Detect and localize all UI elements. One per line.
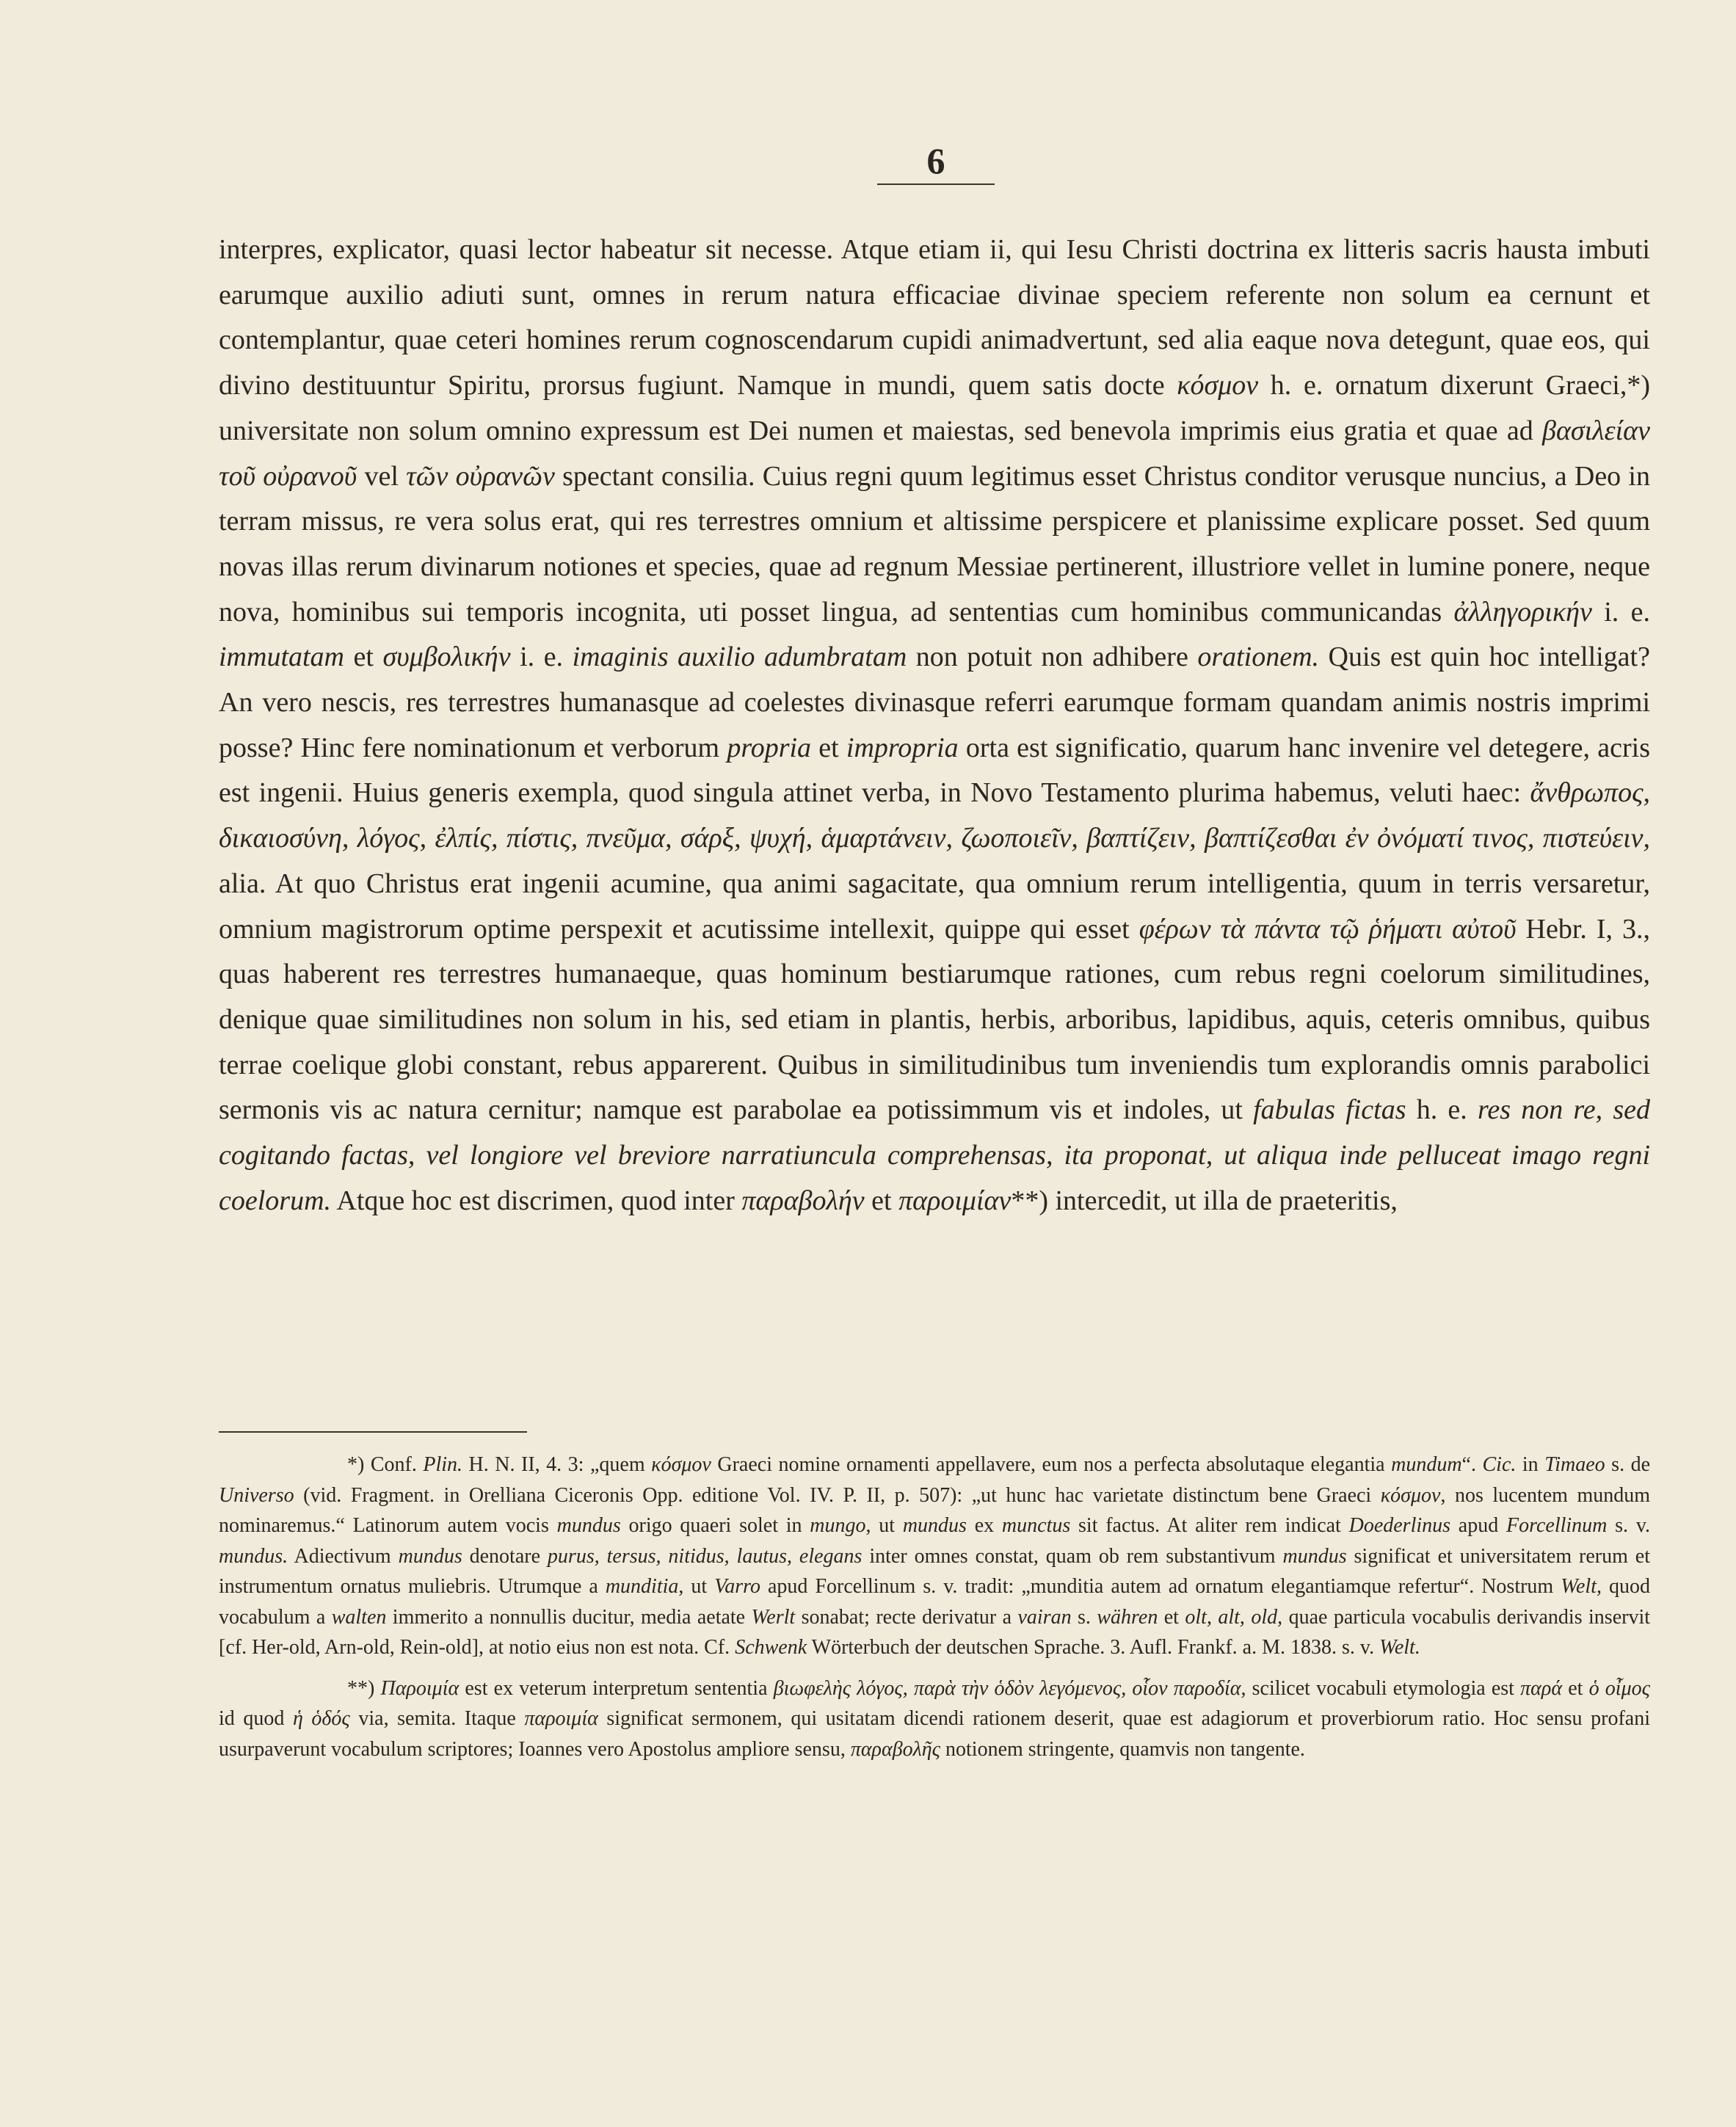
- text-run: alia. At quo Christus erat ingenii acumine, qua animi sagacitate, qua omnium rerum intelligentia, quum in terris versaretur, omnium magistrorum optime perspexit et acutissime intellexit, quippe qui esset: [219, 868, 1650, 945]
- greek-text: Παροιμία: [380, 1676, 460, 1700]
- greek-text: παρά: [1520, 1676, 1563, 1700]
- text-run: interpres, explicator, quasi lector habeatur sit necesse. Atque etiam ii, qui Iesu Christi doctrina ex litteris sacris hausta imbuti earumque auxilio adiuti sunt, omnes in rerum natura efficaciae divinae speciem referente non solum ea cernunt et contemplantur, quae ceteri homines rerum cognoscendarum cupidi animadvertunt, sed alia eaque nova detegunt, quae eos, qui divino destituuntur Spiritu, prorsus fugiunt. Namque in mundi, quem satis docte: [219, 234, 1650, 401]
- italic-text: purus, tersus, nitidus, lautus, elegans: [547, 1544, 862, 1568]
- italic-text: Cic.: [1482, 1453, 1517, 1476]
- italic-text: propria: [727, 732, 812, 763]
- text-run: i. e.: [1591, 596, 1650, 628]
- greek-text: βασιλείαν τοῦ οὐρανοῦ: [219, 415, 1650, 492]
- text-run: s. v.: [1607, 1514, 1650, 1537]
- greek-text: κόσμον: [1380, 1483, 1441, 1507]
- italic-text: Forcellinum: [1506, 1514, 1608, 1537]
- greek-text: τῶν οὐρανῶν: [406, 460, 555, 492]
- text-run: scilicet vocabuli etymologia est: [1246, 1676, 1521, 1700]
- italic-text: Werlt: [751, 1605, 796, 1629]
- text-run: Hebr. I, 3., quas haberent res terrestres humanaeque, quas hominum bestiarumque rationes, cum rebus regni coelorum similitudines, denique quae similitudines non solum in his, sed etiam in plantis, herbis, arboribus, lapidibus, aquis, ceteris omnibus, quibus terrae coelique globi constant, rebus apparerent. Quibus in similitudinibus tum inveniendis tum explorandis omnis parabolici sermonis vis ac natura cernitur; namque est parabolae ea potissimmum vis et indoles, ut: [219, 913, 1650, 1126]
- text-run: notionem stringente, quamvis non tangente.: [940, 1737, 1305, 1761]
- text-run: h. e.: [1406, 1094, 1478, 1126]
- text-run: quod vocabulum a: [219, 1575, 1651, 1629]
- italic-text: mundus: [556, 1514, 621, 1537]
- main-paragraph: [219, 228, 1650, 1224]
- text-run: sit factus. At aliter rem indicat: [1070, 1514, 1349, 1537]
- text-run: *) Conf.: [347, 1453, 424, 1476]
- greek-text: ἡ ὁδός: [292, 1707, 350, 1730]
- italic-text: res non re, sed cogitando factas, vel longiore vel breviore narratiuncula comprehensas, ita proponat, ut aliqua inde pelluceat imago regni coelorum.: [219, 1094, 1650, 1216]
- greek-text: κόσμον: [651, 1453, 711, 1476]
- text-run: (vid. Fragment. in Orelliana Ciceronis Opp. editione Vol. IV. P. II, p. 507): „ut hunc hac varietate distinctum bene Graeci: [294, 1483, 1381, 1507]
- italic-text: Doederlinus: [1348, 1514, 1451, 1537]
- text-run: Atque hoc est discrimen, quod inter: [331, 1185, 742, 1216]
- text-run: Wörterbuch der deutschen Sprache. 3. Aufl. Frankf. a. M. 1838. s. v.: [807, 1636, 1380, 1659]
- greek-text: κόσμον: [1177, 370, 1259, 401]
- text-run: et: [344, 641, 383, 673]
- text-run: est ex veterum interpretum sententia: [459, 1676, 774, 1700]
- text-run: quae particula vocabulis derivandis inservit [cf. Her-old, Arn-old, Rein-old], at notio eius non est nota. Cf.: [219, 1605, 1650, 1659]
- footnote-1: [219, 1450, 1650, 1663]
- main-text: [219, 228, 1650, 1224]
- italic-text: Schwenk: [735, 1636, 807, 1659]
- italic-text: mundum: [1391, 1453, 1462, 1476]
- italic-text: munctus: [1001, 1514, 1071, 1537]
- text-run: , ut: [865, 1514, 903, 1537]
- text-run: Graeci nomine ornamenti appellavere, eum nos a perfecta absolutaque elegantia: [711, 1453, 1392, 1476]
- text-run: immerito a nonnullis ducitur, media aetate: [386, 1605, 752, 1629]
- text-run: et: [1158, 1605, 1185, 1629]
- greek-text: παραβολῆς: [850, 1737, 941, 1761]
- page-number: 6: [926, 140, 945, 181]
- text-run: id quod: [219, 1707, 293, 1730]
- text-run: vel: [357, 460, 407, 492]
- text-run: , nos lucentem mundum nominaremus.“ Latinorum autem vocis: [219, 1483, 1651, 1537]
- italic-text: Welt,: [1561, 1575, 1602, 1598]
- italic-text: imaginis auxilio adumbratam: [572, 641, 907, 673]
- text-run: et: [1562, 1676, 1589, 1700]
- greek-text: συμβολικήν: [382, 641, 511, 673]
- italic-text: mundus: [1282, 1544, 1347, 1568]
- text-run: s. de: [1605, 1453, 1651, 1476]
- greek-text: φέρων τὰ πάντα τῷ ῥήματι αὐτοῦ: [1138, 913, 1517, 945]
- text-run: i. e.: [510, 641, 573, 673]
- text-run: sonabat; recte derivatur a: [795, 1605, 1018, 1629]
- text-run: origo quaeri solet in: [620, 1514, 810, 1537]
- text-run: significat sermonem, qui usitatam dicendi rationem deserit, quae est adagiorum et proverbiorum ratio. Hoc sensu profani usurpaverunt vocabulum scriptores; Ioannes vero Apostolus ampliore sensu,: [219, 1707, 1650, 1761]
- text-run: Adiectivum: [288, 1544, 399, 1568]
- text-run: inter omnes constat, quam ob rem substantivum: [862, 1544, 1283, 1568]
- greek-text: παροιμίαν: [898, 1185, 1012, 1216]
- text-run: et: [811, 732, 846, 763]
- footnote-2: [219, 1673, 1650, 1765]
- italic-text: mundus.: [219, 1544, 288, 1568]
- text-run: ex: [966, 1514, 1002, 1537]
- text-run: s.: [1071, 1605, 1097, 1629]
- italic-text: vairan: [1017, 1605, 1072, 1629]
- italic-text: olt, alt, old,: [1185, 1605, 1283, 1629]
- greek-text: ἀλληγορικήν: [1453, 596, 1592, 628]
- italic-text: orationem.: [1197, 641, 1320, 673]
- italic-text: Timaeo: [1544, 1453, 1605, 1476]
- text-run: significat et universitatem rerum et instrumentum ornatus muliebris. Utrumque a: [219, 1544, 1650, 1598]
- greek-text: βιωφελὴς λόγος, παρὰ τὴν ὁδὸν λεγόμενος, οἷον παροδία,: [773, 1676, 1246, 1700]
- italic-text: Universo: [219, 1483, 294, 1507]
- italic-text: mungo: [810, 1514, 866, 1537]
- text-run: **): [347, 1676, 381, 1700]
- italic-text: mundus: [902, 1514, 967, 1537]
- text-run: , ut: [678, 1575, 715, 1598]
- italic-text: impropria: [846, 732, 959, 763]
- text-run: orta est significatio, quarum hanc invenire vel detegere, acris est ingenii. Huius generis exempla, quod singula attinet verba, in Novo Testamento plurima habemus, veluti haec:: [219, 732, 1650, 809]
- italic-text: walten: [331, 1605, 387, 1629]
- text-run: et: [864, 1185, 899, 1216]
- text-run: non potuit non adhibere: [907, 641, 1198, 673]
- page-number-rule: [877, 183, 995, 185]
- text-run: apud: [1450, 1514, 1507, 1537]
- greek-text: παροιμία: [524, 1707, 598, 1730]
- footnote-divider: [219, 1431, 527, 1433]
- text-run: via, semita. Itaque: [349, 1707, 525, 1730]
- text-run: “.: [1461, 1453, 1483, 1476]
- greek-text: παραβολήν: [741, 1185, 865, 1216]
- text-run: H. N. II, 4. 3: „quem: [462, 1453, 652, 1476]
- italic-text: fabulas fictas: [1253, 1094, 1406, 1126]
- footnotes: [219, 1450, 1650, 1764]
- text-run: denotare: [462, 1544, 548, 1568]
- greek-text: ἄνθρωπος, δικαιοσύνη, λόγος, ἐλπίς, πίστις, πνεῦμα, σάρξ, ψυχή, ἁμαρτάνειν, ζωοποιεῖν, βαπτίζειν, βαπτίζεσθαι ἐν ὀνόματί τινος, πιστεύειν,: [219, 777, 1650, 854]
- text-run: h. e. ornatum dixerunt Graeci,*) universitate non solum omnino expressum est Dei numen et maiestas, sed benevola imprimis eius gratia et quae ad: [219, 370, 1650, 446]
- italic-text: munditia: [605, 1575, 679, 1598]
- text-run: Quis est quin hoc intelligat? An vero nescis, res terrestres humanasque ad coelestes divinasque referri earumque formam quandam animis nostris imprimi posse? Hinc fere nominationum et verborum: [219, 641, 1650, 763]
- italic-text: Welt.: [1379, 1636, 1420, 1659]
- italic-text: währen: [1097, 1605, 1158, 1629]
- text-run: in: [1516, 1453, 1545, 1476]
- text-run: apud Forcellinum s. v. tradit: „munditia autem ad ornatum elegantiamque refertur“. Nostrum: [760, 1575, 1561, 1598]
- italic-text: mundus: [398, 1544, 462, 1568]
- italic-text: Varro: [714, 1575, 760, 1598]
- text-run: **) intercedit, ut illa de praeteritis,: [1011, 1185, 1398, 1216]
- italic-text: immutatam: [219, 641, 344, 673]
- greek-text: ὁ οἶμος: [1588, 1676, 1650, 1700]
- text-run: spectant consilia. Cuius regni quum legitimus esset Christus conditor verusque nuncius, a Deo in terram missus, re vera solus erat, qui res terrestres omnium et altissime perspicere et planissime explicare posset. Sed quum novas illas rerum divinarum notiones et species, quae ad regnum Messiae pertinerent, illustriore vellet in lumine ponere, neque nova, hominibus sui temporis incognita, uti posset lingua, ad sententias cum hominibus communicandas: [219, 460, 1650, 628]
- italic-text: Plin.: [423, 1453, 463, 1476]
